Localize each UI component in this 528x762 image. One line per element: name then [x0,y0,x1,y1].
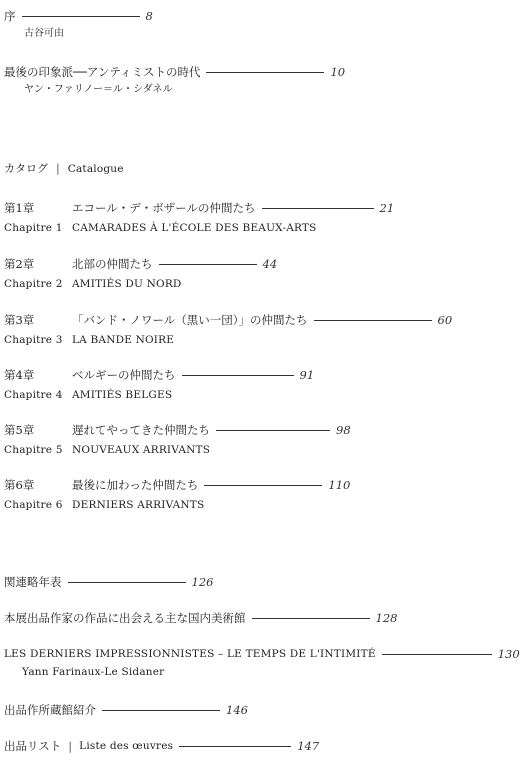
toc-chapter-3[interactable] [4,312,452,348]
entry-author: ヤン・ファリノー＝ル・シダネル [24,84,173,95]
entry-title: 出品作所蔵館紹介 [4,703,96,717]
leader-rule [382,654,492,655]
toc-chapter-6[interactable] [4,477,350,513]
catalogue-jp: カタログ [4,162,48,175]
page-number: 21 [379,201,395,215]
page-number: 60 [437,313,453,327]
entry-separator: | [68,739,73,753]
toc-chapter-5[interactable] [4,422,351,458]
chapter-number-jp: 第6章 [4,478,35,492]
catalogue-heading [4,160,124,176]
leader-rule [179,746,291,747]
page-number: 147 [297,739,320,753]
page-number: 126 [191,575,214,589]
toc-entry-french-essay[interactable] [4,646,520,679]
page-number: 110 [328,478,351,492]
catalogue-separator: | [56,162,60,175]
entry-title: LES DERNIERS IMPRESSIONNISTES – LE TEMPS DE L'INTIMITÉ [4,648,376,660]
chapter-number-fr: Chapitre 1 [4,222,63,234]
leader-rule [102,710,220,711]
toc-entry-chronology[interactable] [4,574,213,590]
chapter-number-jp: 第4章 [4,368,35,382]
entry-title: 序 [4,9,16,23]
entry-author: Yann Farinaux-Le Sidaner [22,666,165,678]
leader-rule [204,485,322,486]
entry-title: 関連略年表 [4,575,62,589]
chapter-number-jp: 第5章 [4,423,35,437]
toc-entry-preface[interactable] [4,8,153,41]
chapter-number-fr: Chapitre 3 [4,334,63,346]
chapter-number-jp: 第2章 [4,257,35,271]
page-number: 8 [145,9,153,23]
chapter-title-fr: CAMARADES À L'ÉCOLE DES BEAUX-ARTS [72,222,317,234]
chapter-title-jp: 最後に加わった仲間たち [72,478,199,492]
leader-rule [314,320,432,321]
toc-entry-list-of-works[interactable] [4,738,319,754]
chapter-title-jp: 「バンド・ノワール（黒い一団）」の仲間たち [72,313,308,327]
chapter-title-fr: AMITIÉS DU NORD [72,278,182,290]
leader-rule [252,618,370,619]
toc-entry-essay[interactable] [4,64,345,97]
page-number: 91 [299,368,315,382]
chapter-title-fr: AMITIÉS BELGES [72,389,173,401]
catalogue-en: Catalogue [67,163,124,175]
page-number: 130 [497,647,520,661]
toc-entry-lenders[interactable] [4,702,248,718]
chapter-number-jp: 第3章 [4,313,35,327]
entry-title: 出品リスト [4,739,62,753]
chapter-title-jp: 北部の仲間たち [72,257,153,271]
leader-rule [216,430,330,431]
chapter-title-fr: NOUVEAUX ARRIVANTS [72,444,211,456]
chapter-number-fr: Chapitre 2 [4,278,63,290]
entry-title: 最後の印象派──アンティミストの時代 [4,65,201,79]
leader-rule [159,264,257,265]
toc-chapter-1[interactable] [4,200,394,236]
entry-title-en: Liste des œuvres [79,740,174,752]
leader-rule [182,375,294,376]
page-number: 10 [330,65,346,79]
toc-entry-museums[interactable] [4,610,397,626]
entry-title: 本展出品作家の作品に出会える主な国内美術館 [4,611,246,625]
page-number: 44 [262,257,278,271]
leader-rule [206,72,324,73]
page-number: 146 [226,703,248,717]
chapter-title-jp: ベルギーの仲間たち [72,368,176,382]
toc-chapter-2[interactable] [4,256,277,292]
leader-rule [22,16,140,17]
chapter-number-jp: 第1章 [4,201,35,215]
chapter-title-fr: LA BANDE NOIRE [72,334,175,346]
page-number: 128 [375,611,398,625]
toc-chapter-4[interactable] [4,367,314,403]
leader-rule [262,208,374,209]
chapter-title-fr: DERNIERS ARRIVANTS [72,499,205,511]
entry-author: 古谷可由 [24,28,64,39]
page-number: 98 [336,423,351,437]
leader-rule [68,582,186,583]
chapter-title-jp: エコール・デ・ボザールの仲間たち [72,201,256,215]
chapter-number-fr: Chapitre 6 [4,499,63,511]
chapter-number-fr: Chapitre 4 [4,389,63,401]
chapter-number-fr: Chapitre 5 [4,444,63,456]
chapter-title-jp: 遅れてやってきた仲間たち [72,423,210,437]
